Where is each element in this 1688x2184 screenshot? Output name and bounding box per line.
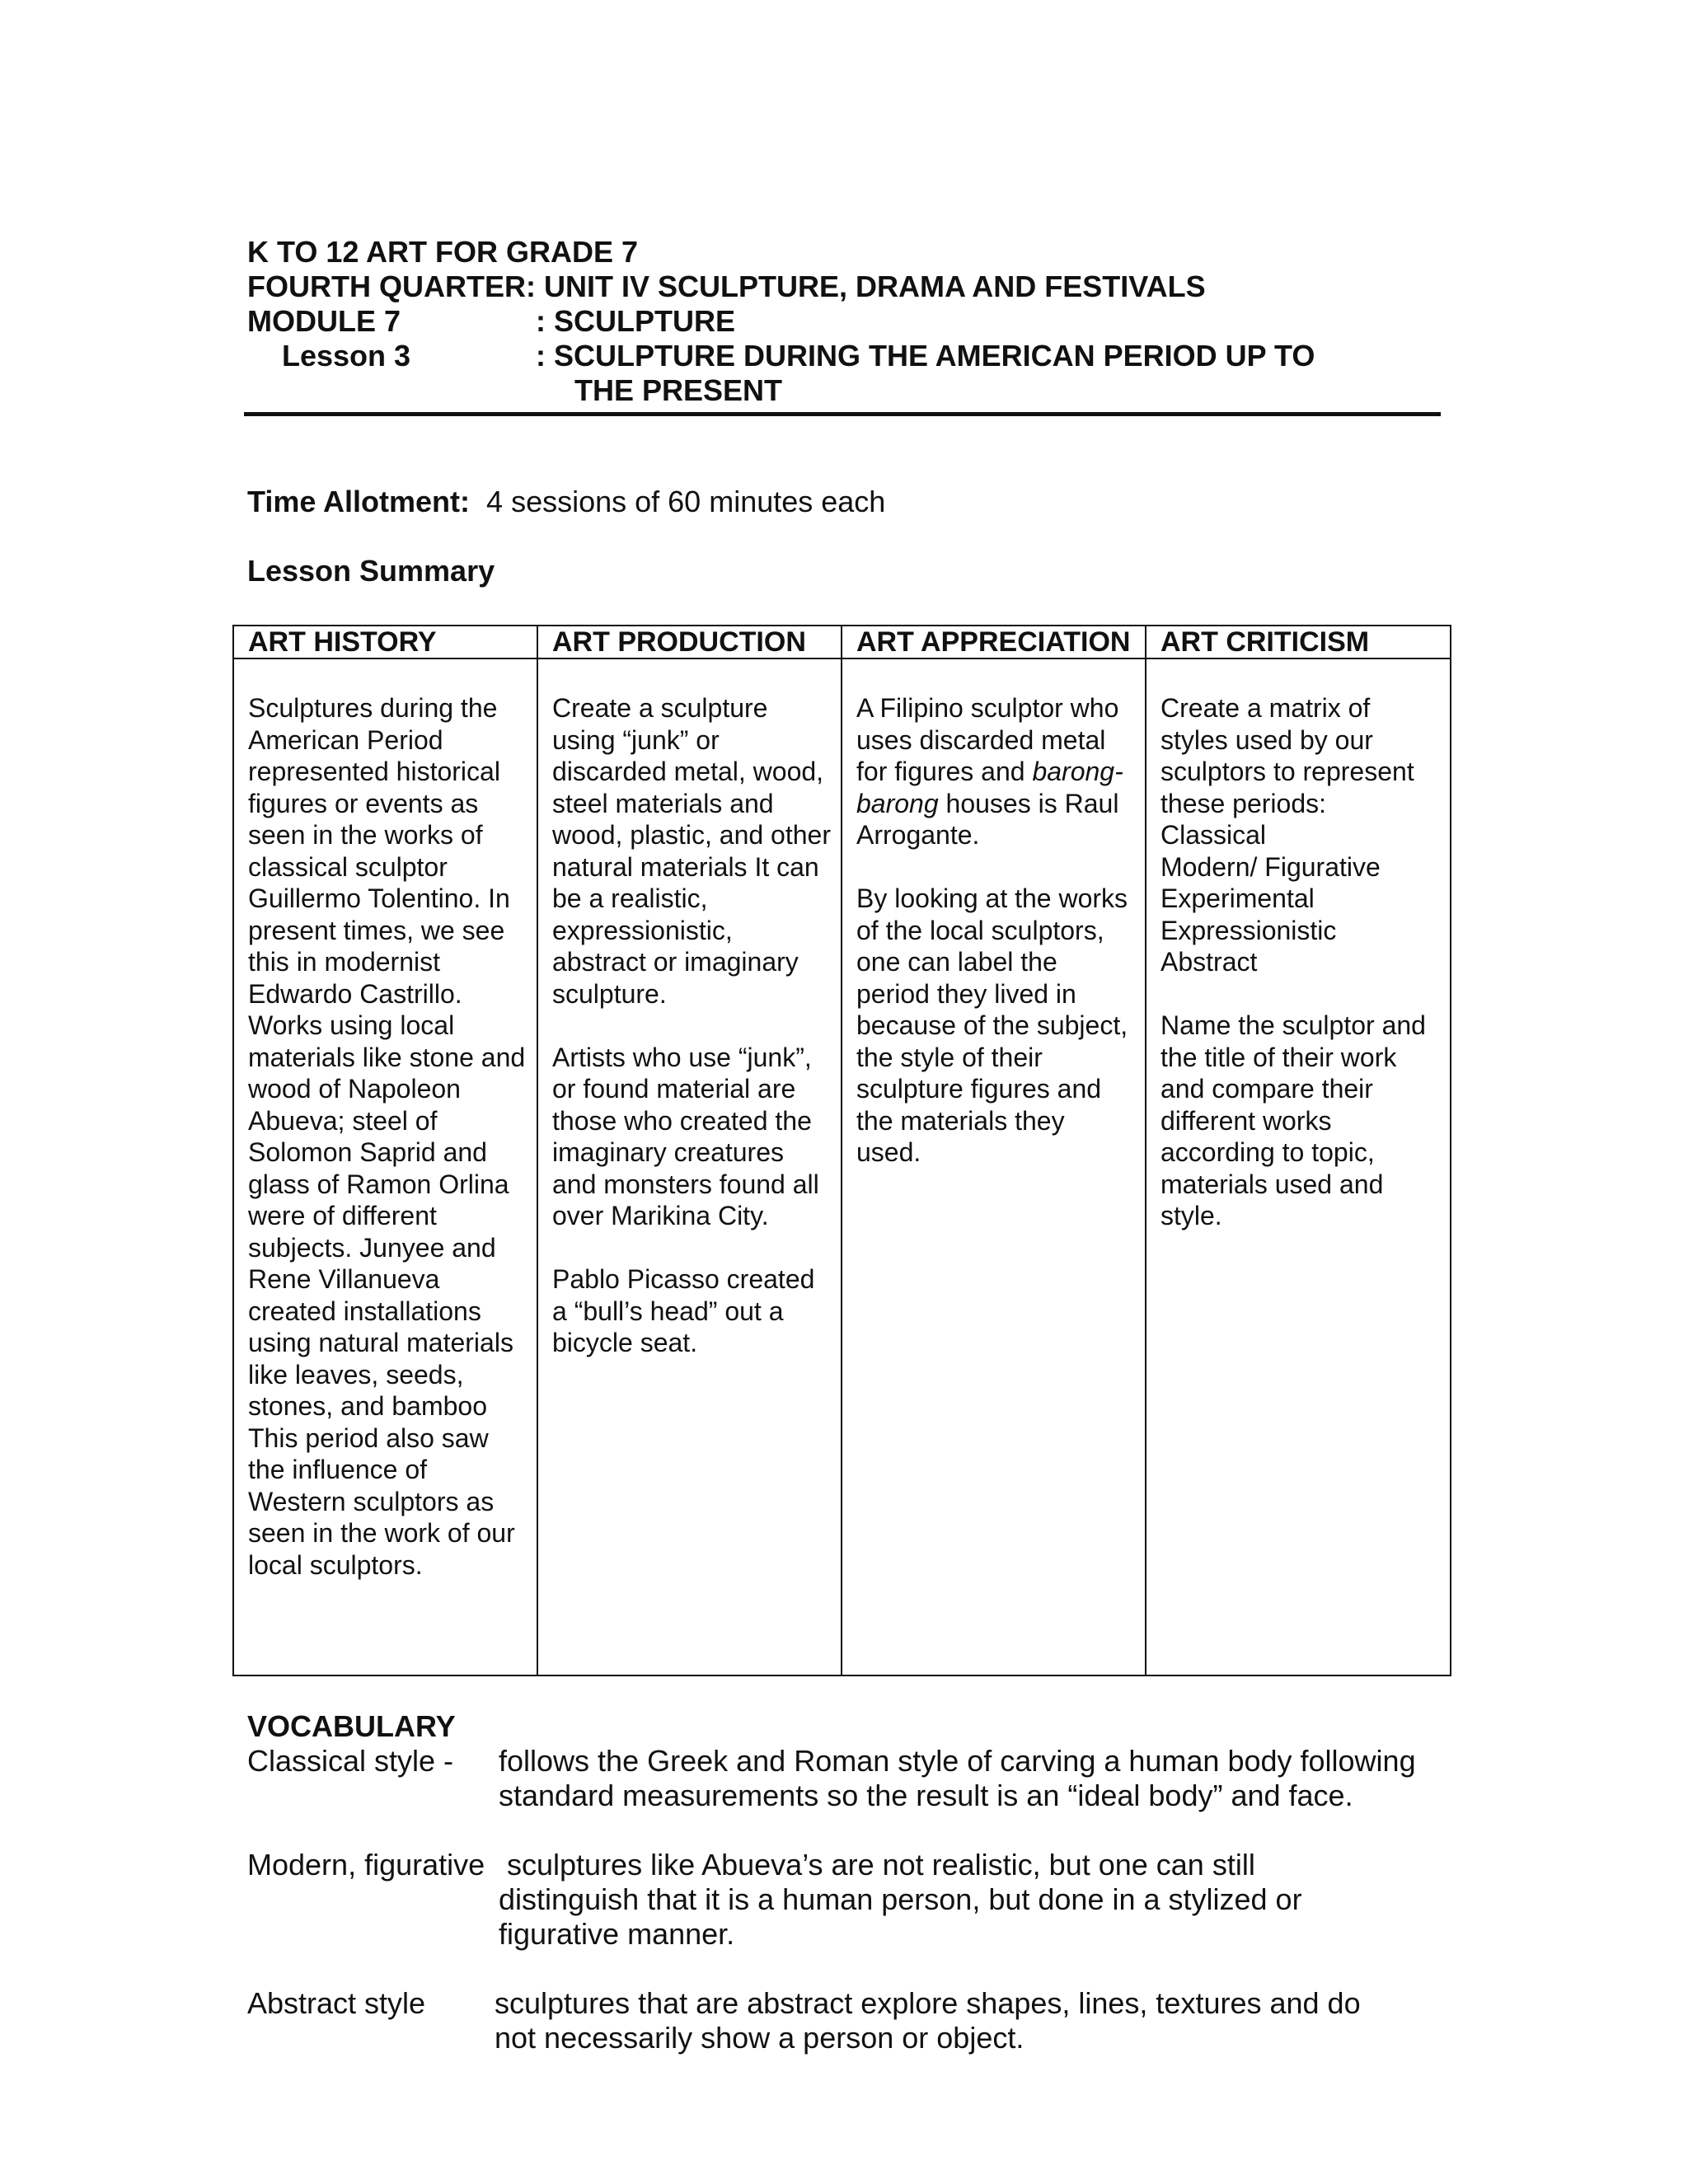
column-header-art-history: ART HISTORY [233,626,537,658]
art-appreciation-paragraph [856,692,1135,851]
header-divider [244,412,1441,416]
art-production-paragraph: Create a sculpture using “junk” or discarded metal, wood, steel materials and wood, plastic, and other natural materials It can be a realistic, expressionistic, abstract or imaginary sculpture. [552,693,831,1009]
time-allotment-value: 4 sessions of 60 minutes each [486,485,886,518]
header-lesson-value-cont: THE PRESENT [574,373,783,407]
vocab-definition: sculptures that are abstract explore shapes, lines, textures and do not necessarily show a person or object. [495,1986,1361,2055]
art-criticism-paragraph [1160,692,1440,978]
vocab-term: Classical style - [247,1744,454,1778]
criticism-style-item: Abstract [1160,947,1258,977]
vocab-term: Modern, figurative [247,1848,485,1882]
vocab-term: Abstract style [247,1986,426,2020]
vocabulary-title: VOCABULARY [247,1709,456,1743]
column-header-art-criticism: ART CRITICISM [1146,626,1451,658]
art-appreciation-paragraph: By looking at the works of the local sculptors, one can label the period they lived in because of the subject, the style of their sculpture figures and the materials they used. [856,883,1128,1167]
header-quarter-unit: FOURTH QUARTER: UNIT IV SCULPTURE, DRAMA AND FESTIVALS [247,269,1206,303]
art-history-text: Sculptures during the American Period represented historical figures or events as seen in the works of classical sculptor Guillermo Tolentino. In present times, we see this in modernist Edwardo Castrillo. Works using local materials like stone and wood of Napoleon Abueva; steel of Solomon Saprid and glass of Ramon Orlina were of different subjects. Junyee and Rene Villanueva created installations using natural materials like leaves, seeds, stones, and bamboo This period also saw the influence of Western sculptors as seen in the work of our local sculptors. [248,693,526,1580]
vocab-definition: follows the Greek and Roman style of carving a human body following standard measurements so the result is an “ideal body” and face. [499,1744,1416,1812]
column-header-art-appreciation: ART APPRECIATION [842,626,1146,658]
appreciation-text-pre: A Filipino sculptor who uses discarded metal for figures and [856,693,1119,786]
appreciation-text-italic: barong-barong [856,757,1123,818]
cell-art-criticism [1146,658,1451,1675]
art-production-paragraph: Artists who use “junk”, or found material are those who created the imaginary creatures and monsters found all over Marikina City. [552,1042,819,1230]
header-module-value: : SCULPTURE [536,304,735,338]
art-production-paragraph: Pablo Picasso created a “bull’s head” out a bicycle seat. [552,1264,815,1357]
time-allotment [247,485,885,519]
appreciation-text-post: houses is Raul Arrogante. [856,788,1119,850]
table-header-row [233,626,1451,658]
table-body-row [233,658,1451,1675]
cell-art-history [233,658,537,1675]
column-header-art-production: ART PRODUCTION [537,626,842,658]
criticism-style-item: Experimental [1160,883,1315,913]
header-lesson-label: Lesson 3 [282,339,411,373]
criticism-style-item: Expressionistic [1160,915,1337,945]
header-module-label: MODULE 7 [247,304,401,338]
cell-art-appreciation [842,658,1146,1675]
art-criticism-paragraph: Name the sculptor and the title of their work and compare their different works according to topic, materials used and style. [1160,1010,1426,1230]
lesson-summary-table [232,625,1451,1676]
time-allotment-label: Time Allotment: [247,485,471,518]
criticism-style-item: Modern/ Figurative [1160,851,1381,882]
header-grade-title: K TO 12 ART FOR GRADE 7 [247,235,639,269]
criticism-style-item: Classical [1160,820,1267,850]
criticism-intro: Create a matrix of styles used by our sculptors to represent these periods: [1160,693,1414,818]
vocab-definition: sculptures like Abueva’s are not realistic, but one can still distinguish that it is a human person, but done in a stylized or figurative manner. [499,1848,1302,1951]
cell-art-production [537,658,842,1675]
lesson-summary-title: Lesson Summary [247,554,495,588]
header-lesson-value: : SCULPTURE DURING THE AMERICAN PERIOD UP TO [536,339,1315,373]
